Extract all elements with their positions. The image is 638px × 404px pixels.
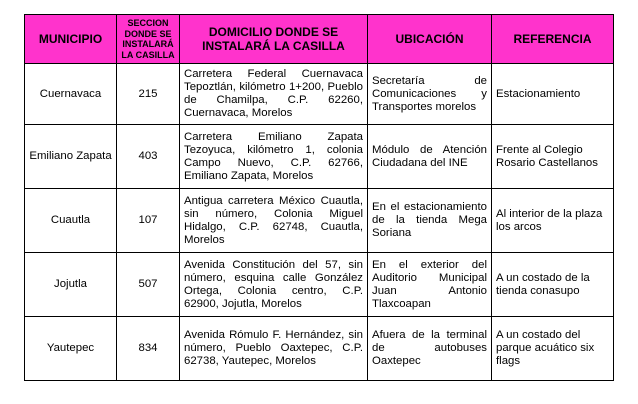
cell-domicilio: Avenida Constitución del 57, sin número, esquina calle González Ortega, Colonia centro, C.P. 62900, Jojutla, Morelos — [180, 253, 368, 317]
cell-seccion: 507 — [117, 253, 180, 317]
cell-referencia: Al interior de la plaza los arcos — [492, 189, 614, 253]
cell-referencia: A un costado de la tienda conasupo — [492, 253, 614, 317]
cell-referencia: A un costado del parque acuático six flags — [492, 317, 614, 381]
header-municipio: MUNICIPIO — [25, 15, 117, 64]
cell-ubicacion: Afuera de la terminal de autobuses Oaxtepec — [368, 317, 492, 381]
table-row — [25, 253, 614, 317]
cell-ubicacion: Módulo de Atención Ciudadana del INE — [368, 125, 492, 189]
table-row — [25, 125, 614, 189]
cell-domicilio: Avenida Rómulo F. Hernández, sin número, Pueblo Oaxtepec, C.P. 62738, Yautepec, Morelos — [180, 317, 368, 381]
cell-referencia: Estacionamiento — [492, 64, 614, 125]
header-seccion: SECCION DONDE SE INSTALARÁ LA CASILLA — [117, 15, 180, 64]
header-domicilio: DOMICILIO DONDE SE INSTALARÁ LA CASILLA — [180, 15, 368, 64]
cell-municipio: Cuautla — [25, 189, 117, 253]
cell-seccion: 107 — [117, 189, 180, 253]
cell-domicilio: Carretera Emiliano Zapata Tezoyuca, kilómetro 1, colonia Campo Nuevo, C.P. 62766, Emiliano Zapata, Morelos — [180, 125, 368, 189]
cell-domicilio: Antigua carretera México Cuautla, sin número, Colonia Miguel Hidalgo, C.P. 62748, Cuautla, Morelos — [180, 189, 368, 253]
cell-ubicacion: En el exterior del Auditorio Municipal Juan Antonio Tlaxcoapan — [368, 253, 492, 317]
document-page — [24, 14, 614, 381]
table-row — [25, 189, 614, 253]
table-row — [25, 317, 614, 381]
cell-municipio: Emiliano Zapata — [25, 125, 117, 189]
header-ubicacion: UBICACIÓN — [368, 15, 492, 64]
cell-ubicacion: En el estacionamiento de la tienda Mega Soriana — [368, 189, 492, 253]
cell-seccion: 403 — [117, 125, 180, 189]
header-referencia: REFERENCIA — [492, 15, 614, 64]
cell-seccion: 215 — [117, 64, 180, 125]
cell-referencia: Frente al Colegio Rosario Castellanos — [492, 125, 614, 189]
cell-ubicacion: Secretaría de Comunicaciones y Transportes morelos — [368, 64, 492, 125]
cell-municipio: Yautepec — [25, 317, 117, 381]
cell-municipio: Cuernavaca — [25, 64, 117, 125]
cell-seccion: 834 — [117, 317, 180, 381]
cell-municipio: Jojutla — [25, 253, 117, 317]
casillas-table — [24, 14, 614, 381]
table-header-row — [25, 15, 614, 64]
table-row — [25, 64, 614, 125]
cell-domicilio: Carretera Federal Cuernavaca Tepoztlán, kilómetro 1+200, Pueblo de Chamilpa, C.P. 62260, Cuernavaca, Morelos — [180, 64, 368, 125]
